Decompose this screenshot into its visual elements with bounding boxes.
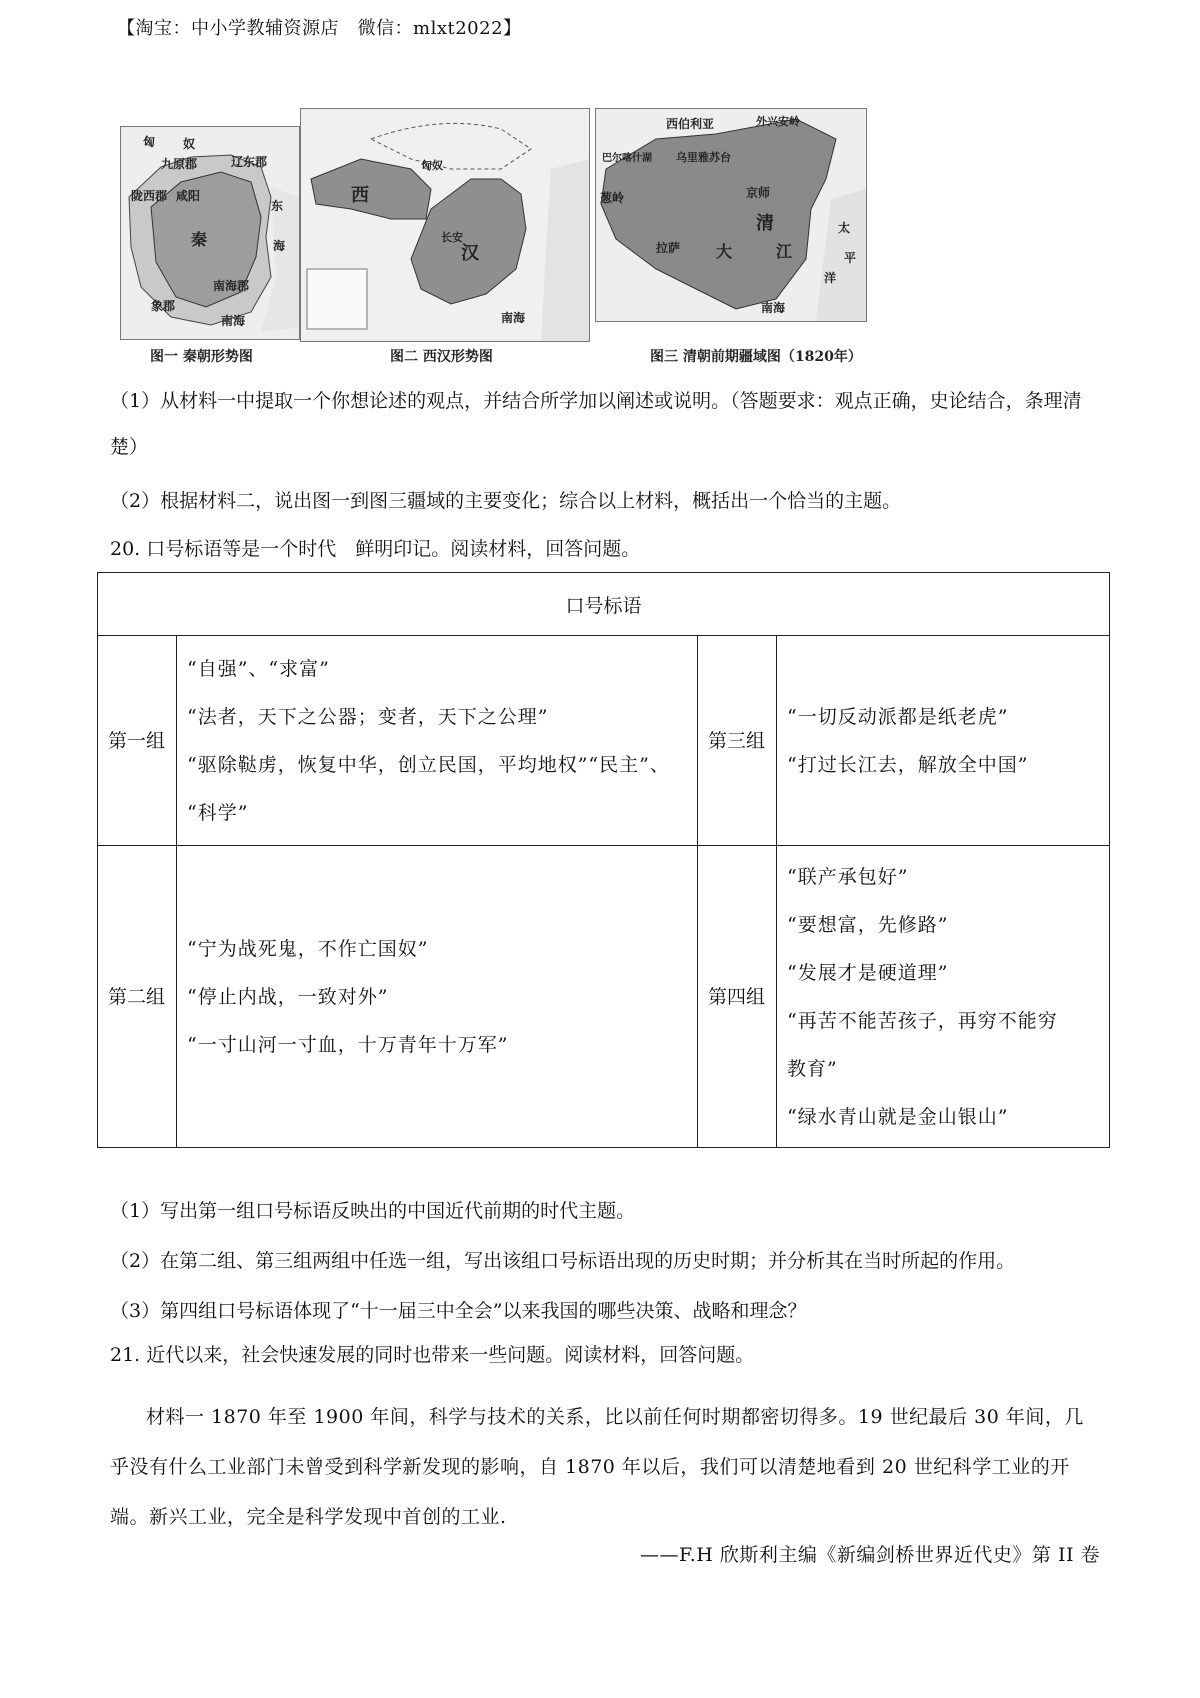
map-label: 奴: [183, 137, 196, 151]
slogan-table: [97, 572, 1110, 1148]
map-label: 海: [273, 239, 286, 253]
map-label: 清: [756, 213, 774, 234]
slogan: “一切反动派都是纸老虎”: [787, 705, 1009, 728]
map-label: 汉: [461, 243, 479, 264]
slogan: “驱除鞑虏，恢复中华，创立民国，平均地权”“民主”、: [187, 753, 670, 776]
map-label: 秦: [191, 230, 208, 249]
q20-sub3: （3）第四组口号标语体现了“十一届三中全会”以来我国的哪些决策、战略和理念？: [110, 1300, 807, 1322]
group-4-slogans: [777, 846, 1110, 1148]
map-label: 太: [838, 221, 851, 235]
map-label: 京师: [746, 186, 771, 200]
table-header: 口号标语: [98, 573, 1110, 636]
map-label: 象郡: [151, 299, 176, 313]
slogan: 教育”: [787, 1057, 838, 1080]
map-western-han: [300, 108, 590, 342]
group-1-name: 第一组: [98, 636, 177, 846]
slogan: “一寸山河一寸血，十万青年十万军”: [187, 1033, 509, 1056]
map-label: 拉萨: [656, 241, 681, 255]
map-label: 南海郡: [213, 279, 250, 293]
q21-stem: 21. 近代以来，社会快速发展的同时也带来一些问题。阅读材料，回答问题。: [110, 1344, 755, 1366]
group-4-name: 第四组: [698, 846, 777, 1148]
map-caption-1: 图一 秦朝形势图: [150, 349, 253, 365]
map-label: 江: [776, 242, 793, 261]
map-label: 大: [716, 242, 733, 261]
slogan: “绿水青山就是金山银山”: [787, 1105, 1009, 1128]
q20-sub2: （2）在第二组、第三组两组中任选一组，写出该组口号标语出现的历史时期；并分析其在当时所起的作用。: [110, 1250, 1016, 1272]
slogan: “科学”: [187, 801, 249, 824]
q21-source: ——F.H 欣斯利主编《新编剑桥世界近代史》第 II 卷: [640, 1544, 1100, 1566]
map-qing-dynasty: [595, 108, 867, 322]
q19-sub2: （2）根据材料二，说出图一到图三疆域的主要变化；综合以上材料，概括出一个恰当的主题。: [110, 490, 902, 512]
group-3-slogans: [777, 636, 1110, 846]
map-label: 匈: [143, 135, 156, 149]
group-1-slogans: [177, 636, 698, 846]
q19-sub1: （1）从材料一中提取一个你想论述的观点，并结合所学加以阐述或说明。（答题要求：观点正确，史论结合，条理清楚）: [110, 390, 1082, 458]
map-label: 南海: [221, 314, 246, 328]
map-label: 南海: [761, 301, 786, 315]
map-label: 南海: [501, 311, 526, 325]
map-label: 乌里雅苏台: [676, 151, 731, 164]
historical-maps: [120, 108, 1070, 370]
slogan: “停止内战，一致对外”: [187, 985, 389, 1008]
group-2-name: 第二组: [98, 846, 177, 1148]
group-3-name: 第三组: [698, 636, 777, 846]
map-label: 东: [271, 199, 284, 213]
map-label: 咸阳: [176, 189, 201, 203]
slogan: “打过长江去，解放全中国”: [787, 753, 1029, 776]
map-label: 外兴安岭: [756, 115, 800, 128]
map-caption-2: 图二 西汉形势图: [390, 349, 493, 365]
map-label: 葱岭: [600, 191, 625, 205]
map-label: 巴尔喀什湖: [602, 153, 652, 164]
map-label: 辽东郡: [231, 155, 268, 169]
watermark: 【淘宝：中小学教辅资源店 微信：mlxt2022】: [117, 18, 522, 39]
map-caption-3: 图三 清朝前期疆域图（1820年）: [650, 349, 862, 365]
map-label: 长安: [441, 231, 463, 244]
map-label: 洋: [824, 271, 837, 285]
slogan: “要想富，先修路”: [787, 913, 949, 936]
q21-material: 材料一 1870 年至 1900 年间，科学与技术的关系，比以前任何时期都密切得多。19 世纪最后 30 年间，几乎没有什么工业部门未曾受到科学新发现的影响，自 1870 年以后，我们可以清楚地看到 20 世纪科学工业的开端。新兴工业，完全是科学发现中首创的工业.: [110, 1406, 1084, 1528]
slogan: “再苦不能苦孩子，再穷不能穷: [787, 1009, 1058, 1032]
map-label: 陇西郡: [131, 189, 168, 203]
slogan: “宁为战死鬼，不作亡国奴”: [187, 937, 429, 960]
q20-stem: 20. 口号标语等是一个时代 鲜明印记。阅读材料，回答问题。: [110, 538, 641, 560]
slogan: “自强”、“求富”: [187, 657, 330, 680]
group-2-slogans: [177, 846, 698, 1148]
q20-sub1: （1）写出第一组口号标语反映出的中国近代前期的时代主题。: [110, 1200, 636, 1222]
map-label: 九原郡: [161, 157, 198, 171]
map-label: 平: [844, 251, 857, 265]
slogan: “联产承包好”: [787, 865, 909, 888]
slogan: “发展才是硬道理”: [787, 961, 949, 984]
map-label: 西: [351, 185, 369, 206]
slogan: “法者，天下之公器；变者，天下之公理”: [187, 705, 549, 728]
map-label: 匈奴: [421, 159, 443, 172]
map-label: 西伯利亚: [666, 117, 715, 131]
map-qin-dynasty: [120, 126, 300, 340]
